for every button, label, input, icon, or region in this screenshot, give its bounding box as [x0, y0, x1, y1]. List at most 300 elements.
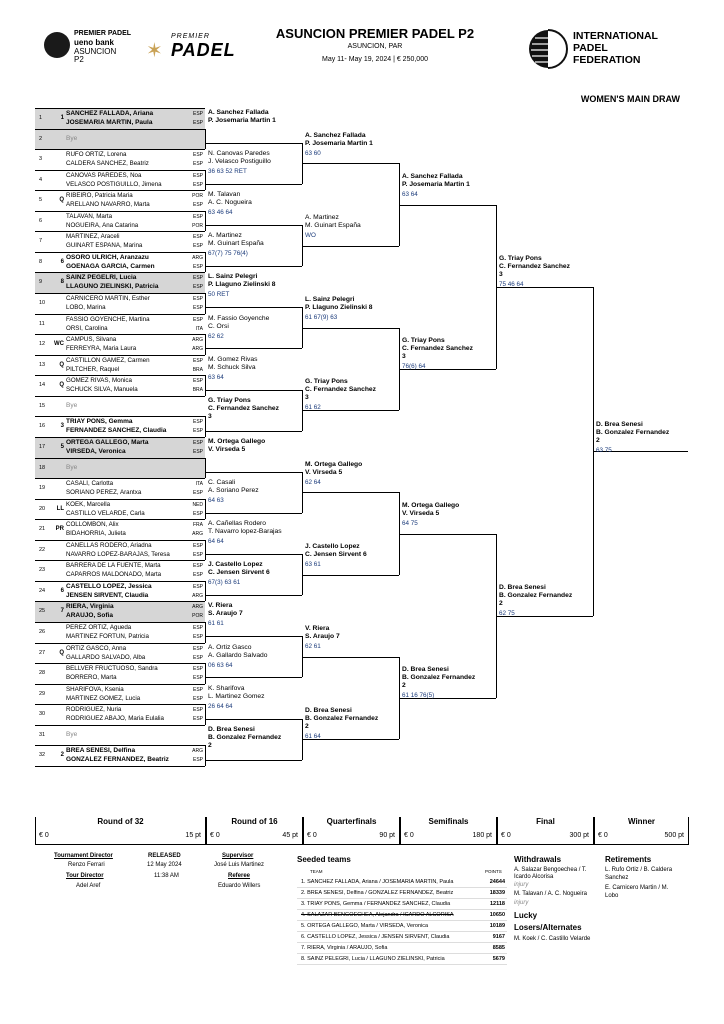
country-code: ESP — [192, 625, 203, 631]
team-name — [208, 644, 267, 660]
player-name: VELASCO POSTIGUILLO, Jimena — [66, 180, 162, 188]
premier-padel-logo-icon — [44, 32, 70, 58]
slot-number: 1 — [39, 115, 43, 121]
released-date: 12 May 2024 — [147, 862, 182, 868]
bracket-line — [205, 636, 302, 637]
country-code: ESP — [192, 213, 203, 220]
slot-number: 29 — [39, 690, 46, 697]
team-name — [208, 150, 271, 166]
seeded-points: 10189 — [489, 923, 505, 929]
bracket-line — [302, 492, 399, 493]
player-name: OSORO ULRICH, Aranzazu — [66, 253, 149, 261]
sup-name: José Luis Martinez — [214, 862, 265, 868]
match-score: WO — [305, 231, 316, 239]
team-name — [208, 273, 276, 289]
player-name: BORRERO, Marta — [66, 674, 117, 682]
country-code: ITA — [195, 325, 203, 332]
page-title: ASUNCION PREMIER PADEL P2 — [275, 26, 475, 41]
draw-slot — [35, 190, 205, 211]
seed-label: LL — [56, 505, 64, 512]
withdrawal-reason: injury — [514, 882, 529, 888]
country-code: ESP — [192, 263, 203, 270]
team-player-b: M. Schuck Silva — [208, 363, 256, 371]
draw-slot — [35, 355, 205, 376]
team-player-a: N. Canovas Paredes — [208, 150, 270, 158]
bracket-line — [205, 348, 302, 349]
country-code: ESP — [192, 111, 203, 117]
bracket-line — [205, 416, 206, 437]
player-name: CASTILLO VELARDE, Carla — [66, 509, 145, 517]
draw-slot — [35, 478, 205, 499]
team-player-a: A. Ortiz Gasco — [208, 643, 252, 651]
country-code: ESP — [192, 757, 203, 764]
team-name — [305, 707, 378, 731]
team-player-a: A. Cañellas Rodero — [208, 520, 266, 528]
points-cell — [400, 817, 497, 845]
draw-slot — [35, 170, 205, 191]
slot-number: 26 — [39, 629, 46, 635]
match-score: 62 61 — [305, 643, 321, 650]
country-code: ESP — [192, 572, 203, 579]
country-code: ESP — [192, 675, 203, 682]
team-seed: 2 — [208, 741, 212, 749]
slot-number: 14 — [39, 382, 46, 389]
country-code: ESP — [192, 542, 203, 549]
seed-label: 6 — [60, 587, 64, 594]
player-name: PEREZ ORTIZ, Agueda — [66, 624, 132, 631]
points-round-label: Final — [498, 817, 593, 829]
team-name — [305, 132, 373, 148]
bracket-line — [205, 307, 302, 308]
seeded-table — [297, 877, 507, 965]
match-score: 36 63 52 RET — [208, 168, 247, 176]
team-name — [208, 726, 281, 750]
points-round-label: Round of 32 — [36, 817, 205, 829]
player-name: FERNANDEZ SANCHEZ, Claudia — [66, 427, 167, 435]
player-name: MARTINEZ FORTUN, Patricia — [66, 633, 149, 640]
team-player-a: G. Triay Pons — [499, 254, 542, 262]
country-code: ESP — [192, 686, 203, 693]
team-player-b: M. Guinart España — [305, 221, 361, 229]
match-score: 64 64 — [208, 538, 224, 546]
match-score: 06 63 64 — [208, 661, 233, 669]
match-score: 67(7) 75 76(4) — [208, 250, 248, 258]
team-player-a: A. Martinez — [208, 232, 242, 240]
country-code: BRA — [192, 387, 203, 394]
bye-label: Bye — [66, 134, 78, 142]
seeded-team: 2. BREA SENESI, Delfina / GONZALEZ FERNANDEZ, Beatriz — [301, 890, 454, 896]
team-player-a: G. Triay Pons — [305, 378, 348, 386]
team-player-a: M. Ortega Gallego — [305, 460, 363, 468]
team-name — [208, 356, 257, 372]
match-score: 63 46 64 — [208, 209, 233, 217]
country-code: ESP — [192, 645, 203, 652]
player-name: JOSEMARIA MARTIN, Paula — [66, 119, 153, 126]
bracket-line — [205, 334, 206, 355]
player-name: BREA SENESI, Delfina — [66, 747, 136, 755]
retirement-line: Lobo — [605, 893, 619, 899]
player-name: FASSIO GOYENCHE, Martina — [66, 315, 150, 323]
seed-label: WC — [54, 341, 64, 348]
team-player-a: L. Sainz Pelegri — [208, 273, 258, 281]
bracket-line — [205, 760, 302, 761]
team-player-b: P. Josemaria Martin 1 — [305, 139, 373, 147]
points-value: 180 pt — [472, 832, 492, 839]
retirement-line: Sanchez — [605, 875, 629, 881]
draw-slot — [35, 704, 205, 725]
team-name — [499, 584, 572, 608]
player-name: MARTINEZ, Araceli — [66, 233, 120, 241]
points-value: 300 pt — [569, 832, 589, 839]
match-score: 62 64 — [305, 478, 321, 486]
country-code: ESP — [192, 378, 203, 385]
team-player-b: J. Velasco Postiguillo — [208, 158, 271, 166]
team-seed: 2 — [499, 599, 503, 607]
bracket-line — [205, 375, 206, 396]
slot-number: 13 — [39, 361, 46, 368]
team-name — [402, 666, 475, 690]
team-player-b: M. Guinart España — [208, 240, 264, 248]
player-name: GALLARDO SALVADO, Alba — [66, 653, 146, 661]
losers-title: Losers/Alternates — [514, 923, 582, 932]
draw-slot — [35, 643, 205, 664]
draw-slot — [35, 129, 205, 150]
team-name — [305, 214, 361, 230]
player-name: RIBEIRO, Patricia Maria — [66, 192, 133, 200]
draw-slot — [35, 581, 205, 602]
draw-slot — [35, 396, 205, 417]
country-code: ESP — [192, 305, 203, 312]
draw-slot — [35, 272, 205, 293]
team-player-a: J. Castello Lopez — [305, 542, 360, 550]
bracket-line — [205, 293, 206, 314]
bracket-line — [205, 170, 206, 191]
country-code: ESP — [192, 152, 203, 159]
match-score: 63 64 — [208, 373, 224, 381]
team-player-b: C. Jensen Sirvent 6 — [305, 550, 367, 558]
bracket-line — [205, 431, 302, 432]
bracket-line — [205, 554, 302, 555]
team-player-b: C. Fernandez Sanchez — [208, 404, 279, 412]
sup-label: Supervisor — [222, 853, 254, 859]
draw-slot — [35, 293, 205, 314]
bracket-line — [205, 595, 302, 596]
seeded-row — [297, 932, 507, 943]
bracket-line — [35, 766, 205, 767]
seeded-team: 8. SAINZ PELEGRI, Lucia / LLAGUNO ZIELINSKI, Patricia — [301, 956, 445, 962]
country-code: ESP — [192, 120, 203, 126]
seed-label: PR — [55, 526, 64, 533]
player-name: KOEK, Marcella — [66, 500, 111, 508]
seed-label: 6 — [60, 258, 64, 265]
location: ASUNCION, PAR — [347, 43, 403, 50]
points-cell — [206, 817, 303, 845]
match-score: 63 61 — [305, 560, 321, 568]
player-name: TALAVAN, Marta — [66, 212, 113, 220]
draw-slot — [35, 663, 205, 684]
withdrawals-title: Withdrawals — [514, 855, 562, 864]
country-code: ESP — [192, 181, 203, 188]
player-name: SHARIFOVA, Ksenia — [66, 685, 124, 693]
team-player-a: J. Castello Lopez — [208, 561, 263, 569]
team-player-a: M. Fassio Goyenche — [208, 314, 270, 322]
player-name: GUINART ESPAÑA, Marina — [66, 242, 143, 250]
slot-number: 31 — [39, 731, 46, 738]
player-name: BARRERA DE LA FUENTE, Marta — [66, 562, 161, 570]
withdrawal-line: M. Talavan / A. C. Nogueira — [514, 891, 587, 897]
seeded-team: 4. SALAZAR BENGOECHEA, Alejandra / ICARDO ALCORISA — [301, 912, 454, 918]
team-player-a: D. Brea Senesi — [596, 421, 643, 429]
player-name: ARAUJO, Sofia — [66, 612, 113, 620]
seeded-team: 3. TRIAY PONS, Gemma / FERNANDEZ SANCHEZ, Claudia — [301, 901, 451, 907]
team-player-b: L. Martinez Gomez — [208, 692, 265, 700]
seed-label: 7 — [60, 608, 64, 615]
country-code: ESP — [192, 716, 203, 723]
country-code: FRA — [193, 522, 203, 529]
country-code: ARG — [192, 337, 203, 344]
player-name: COLLOMBON, Alix — [66, 521, 119, 529]
slot-number: 28 — [39, 670, 46, 677]
points-prize: € 0 — [210, 832, 220, 839]
draw-slot — [35, 108, 205, 129]
player-name: VIRSEDA, Veronica — [66, 447, 126, 455]
match-score: 61 61 — [208, 620, 224, 628]
seeded-points: 12118 — [490, 901, 505, 907]
country-code: ESP — [192, 428, 203, 435]
country-code: ESP — [192, 275, 203, 282]
country-code: ARG — [192, 346, 203, 353]
bye-label: Bye — [66, 401, 78, 409]
team-player-a: A. Martinez — [305, 213, 339, 221]
team-player-b: B. Gonzalez Fernandez — [208, 733, 282, 741]
slot-number: 7 — [39, 238, 43, 245]
slot-number: 3 — [39, 156, 43, 163]
seeded-team-hdr: TEAM — [310, 869, 323, 874]
bracket-line — [205, 184, 302, 185]
team-seed: 2 — [402, 682, 406, 690]
tour-name: Adel Aref — [76, 883, 101, 889]
bracket-line — [399, 534, 496, 535]
team-player-b: V. Virseda 5 — [305, 468, 343, 476]
team-name — [305, 543, 367, 559]
slot-number: 5 — [39, 197, 43, 204]
team-seed: 3 — [402, 353, 406, 361]
team-player-a: G. Triay Pons — [208, 396, 251, 404]
withdrawal-line: Icardo Alcorisa — [514, 874, 554, 880]
country-code: ESP — [192, 551, 203, 558]
match-score: 63 64 — [402, 190, 418, 198]
draw-slot — [35, 375, 205, 396]
bracket-line — [302, 163, 399, 164]
player-name: RODRIGUEZ ABAJO, Maria Eulalia — [66, 715, 164, 723]
team-player-a: A. Sanchez Fallada — [208, 109, 269, 116]
draw-slot — [35, 540, 205, 561]
bracket-line — [205, 663, 206, 684]
match-score: 50 RET — [208, 291, 230, 299]
team-player-a: K. Sharifova — [208, 684, 245, 692]
team-name — [208, 232, 264, 248]
country-code: ESP — [192, 666, 203, 673]
country-code: ESP — [192, 707, 203, 714]
match-score: 62 75 — [499, 609, 515, 617]
player-name: CASTILLON GAMEZ, Carmen — [66, 356, 150, 364]
team-player-b: S. Araujo 7 — [208, 610, 243, 618]
draw-slot — [35, 149, 205, 170]
sponsor-line2: ueno bank — [74, 38, 115, 47]
player-name: SANCHEZ FALLADA, Ariana — [66, 110, 154, 117]
country-code: ESP — [192, 490, 203, 497]
match-score: 26 64 64 — [208, 702, 233, 710]
slot-number: 19 — [39, 485, 46, 492]
seed-label: Q — [59, 382, 64, 389]
match-score: 62 62 — [208, 332, 224, 340]
withdrawal-reason: injury — [514, 900, 529, 906]
team-player-b: P. Llaguno Zielinski 8 — [305, 304, 373, 312]
seed-label: Q — [59, 197, 64, 204]
slot-number: 17 — [39, 443, 46, 450]
seeded-row — [297, 888, 507, 899]
player-name: RUFO ORTIZ, Lorena — [66, 151, 127, 159]
bracket-line — [205, 719, 302, 720]
match-score: 64 63 — [208, 497, 224, 505]
bracket-line — [205, 704, 206, 725]
team-name — [208, 685, 265, 701]
team-player-a: D. Brea Senesi — [208, 725, 255, 733]
losers-line: M. Koek / C. Castillo Velarde — [514, 936, 591, 942]
points-value: 500 pt — [664, 832, 684, 839]
country-code: ESP — [192, 634, 203, 640]
country-code: ESP — [192, 284, 203, 291]
team-player-b: T. Navarro lopez-Barajas — [208, 528, 282, 536]
bracket-line — [302, 246, 399, 247]
draw-slot — [35, 519, 205, 540]
team-seed: 2 — [596, 437, 600, 445]
seeded-points: 8585 — [492, 945, 505, 951]
team-player-a: D. Brea Senesi — [305, 707, 352, 715]
bracket-line — [205, 390, 302, 391]
slot-number: 4 — [39, 176, 43, 183]
draw-slot — [35, 314, 205, 335]
retirement-line: E. Carnicero Martin / M. — [605, 885, 669, 891]
ref-name: Eduardo Willers — [218, 883, 261, 889]
country-code: ITA — [195, 481, 203, 488]
team-name — [305, 625, 340, 641]
team-player-b: S. Araujo 7 — [305, 633, 340, 640]
points-round-label: Round of 16 — [207, 817, 302, 829]
team-player-b: A. C. Nogueira — [208, 199, 252, 207]
points-round-label: Semifinals — [401, 817, 496, 829]
seeded-points: 5679 — [492, 956, 505, 962]
team-name — [208, 479, 259, 495]
player-name: ORTIZ GASCO, Anna — [66, 644, 127, 652]
bracket-line — [205, 225, 302, 226]
player-name: CASTELLO LOPEZ, Jessica — [66, 582, 152, 590]
points-round-label: Winner — [595, 817, 688, 829]
player-name: CAÑELLAS RODERO, Ariadna — [66, 541, 152, 549]
seed-label: 3 — [60, 423, 64, 430]
points-cell — [497, 817, 594, 845]
bye-label: Bye — [66, 463, 78, 471]
player-name: LLAGUNO ZIELINSKI, Patricia — [66, 283, 159, 291]
points-prize: € 0 — [39, 832, 49, 839]
draw-title: WOMEN'S MAIN DRAW — [580, 94, 680, 104]
sponsor-line3: ASUNCION — [74, 47, 117, 56]
draw-slot — [35, 416, 205, 437]
team-name — [208, 191, 252, 207]
seeded-title: Seeded teams — [297, 855, 351, 864]
team-player-b: C. Fernandez Sanchez — [305, 386, 376, 394]
seed-label: 2 — [60, 752, 64, 759]
td-label: Tournament Director — [54, 853, 113, 859]
player-name: CAMPUS, Silvana — [66, 336, 117, 344]
draw-slot — [35, 231, 205, 252]
team-player-a: M. Ortega Gallego — [402, 501, 460, 509]
country-code: ARG — [192, 254, 203, 261]
country-code: ARG — [192, 531, 203, 538]
released-time: 11:38 AM — [154, 873, 179, 879]
draw-slot — [35, 601, 205, 622]
country-code: POR — [192, 193, 203, 200]
country-code: ESP — [192, 357, 203, 364]
player-name: CANOVAS PAREDES, Noa — [66, 171, 142, 179]
seeded-row — [297, 877, 507, 888]
slot-number: 25 — [39, 608, 46, 615]
bracket-line — [205, 581, 206, 602]
seeded-row — [297, 954, 507, 965]
country-code: ESP — [192, 583, 203, 590]
seed-label: 1 — [60, 115, 64, 121]
player-name: JENSEN SIRVENT, Claudia — [66, 591, 149, 599]
match-score: 75 46 64 — [499, 280, 524, 288]
seeded-pts-hdr: POINTS — [485, 869, 502, 874]
team-seed: 3 — [305, 394, 309, 402]
country-code: ARG — [192, 748, 203, 755]
bracket-line — [205, 252, 206, 273]
player-name: CALDERA SANCHEZ, Beatriz — [66, 160, 149, 168]
points-value: 90 pt — [379, 832, 395, 839]
team-player-a: G. Triay Pons — [402, 337, 445, 345]
player-name: ARELLANO NAVARRO, Marta — [66, 201, 150, 209]
seeded-team: 6. CASTELLO LOPEZ, Jessica / JENSEN SIRVENT, Claudia — [301, 934, 450, 940]
team-name — [208, 561, 270, 577]
country-code: ESP — [192, 439, 203, 446]
sponsor-line1: PREMIER PADEL — [74, 30, 132, 37]
team-name — [208, 520, 282, 536]
match-score: 64 75 — [402, 519, 418, 527]
team-player-b: P. Josemaria Martin 1 — [402, 180, 470, 188]
ipf-logo-icon — [527, 28, 569, 70]
points-cell — [303, 817, 400, 845]
points-prize: € 0 — [501, 832, 511, 839]
team-player-a: V. Riera — [208, 602, 233, 610]
bracket-line — [205, 677, 302, 678]
country-code: ESP — [192, 161, 203, 168]
match-score: 67(3) 63 61 — [208, 579, 241, 587]
brand-big: PADEL — [171, 40, 236, 60]
team-player-b: B. Gonzalez Fernandez — [305, 715, 379, 723]
bracket-line — [302, 575, 399, 576]
team-player-b: B. Gonzalez Fernandez — [499, 591, 573, 599]
player-name: BIDAHORRIA, Julieta — [66, 530, 126, 538]
bracket-line — [205, 540, 206, 561]
slot-number: 6 — [39, 217, 43, 224]
player-name: CASALI, Carlotta — [66, 480, 114, 488]
player-name: SCHUCK SILVA, Manuela — [66, 386, 138, 394]
draw-slot — [35, 437, 205, 458]
draw-slot — [35, 684, 205, 705]
player-name: GOMEZ RIVAS, Monica — [66, 377, 132, 385]
draw-slot — [35, 458, 205, 479]
